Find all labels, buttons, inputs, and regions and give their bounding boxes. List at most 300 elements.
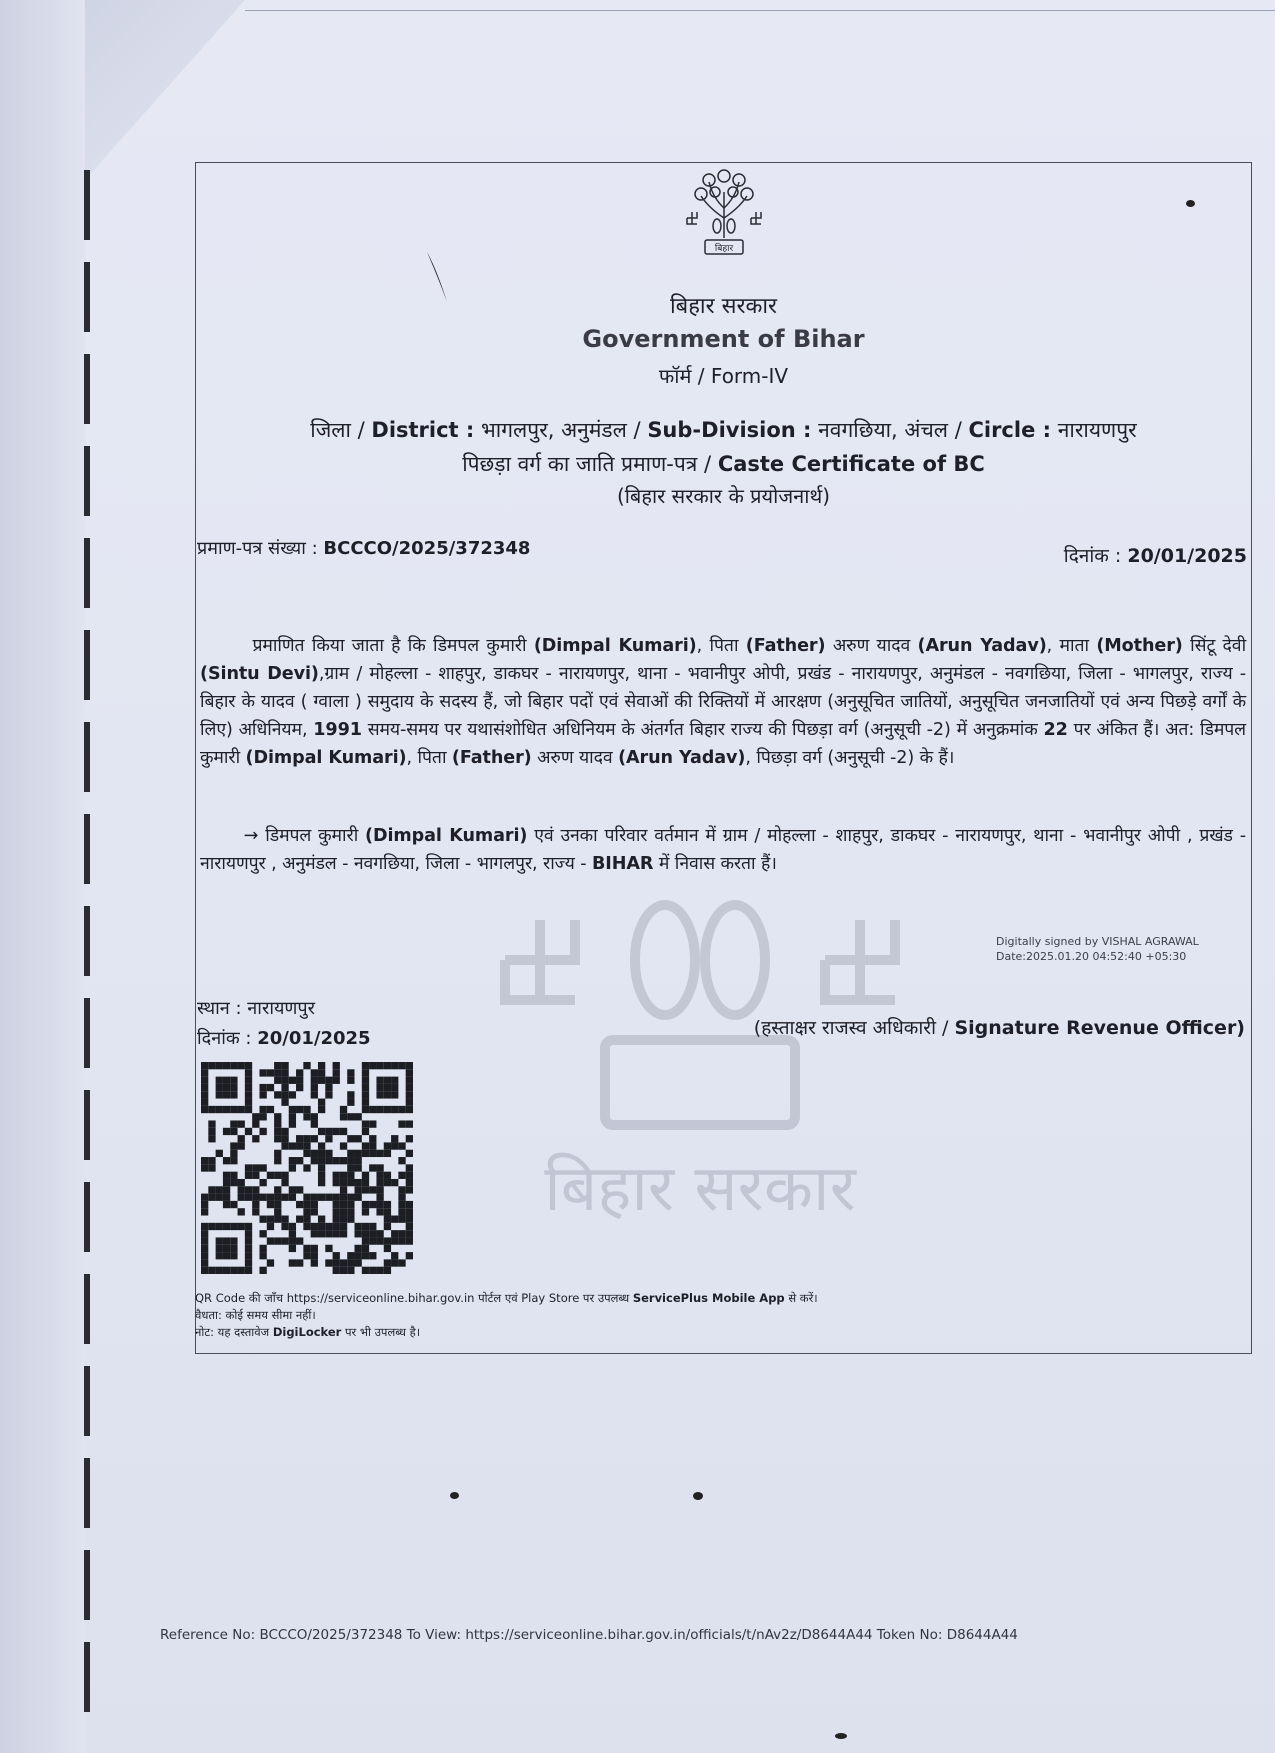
qr-module bbox=[245, 1230, 252, 1237]
qr-module bbox=[333, 1062, 340, 1069]
qr-module bbox=[223, 1179, 230, 1186]
qr-module bbox=[245, 1084, 252, 1091]
qr-module bbox=[333, 1128, 340, 1135]
qr-module bbox=[201, 1084, 208, 1091]
certificate-title-english: Caste Certificate of BC bbox=[717, 452, 985, 476]
state-name-hindi: बिहार सरकार bbox=[669, 294, 778, 319]
qr-module bbox=[289, 1106, 296, 1113]
qr-module bbox=[362, 1142, 369, 1149]
qr-module bbox=[201, 1157, 208, 1164]
qr-module bbox=[406, 1077, 413, 1084]
qr-module bbox=[340, 1157, 347, 1164]
qr-module bbox=[398, 1186, 405, 1193]
qr-module bbox=[318, 1230, 325, 1237]
qr-module bbox=[267, 1084, 274, 1091]
qr-module bbox=[384, 1091, 391, 1098]
qr-module bbox=[223, 1252, 230, 1259]
qr-module bbox=[289, 1223, 296, 1230]
qr-module bbox=[216, 1106, 223, 1113]
qr-module bbox=[311, 1150, 318, 1157]
signature-label-english: Signature Revenue Officer) bbox=[954, 1017, 1245, 1039]
qr-module bbox=[274, 1237, 281, 1244]
qr-module bbox=[281, 1084, 288, 1091]
qr-module bbox=[362, 1223, 369, 1230]
qr-module bbox=[347, 1091, 354, 1098]
qr-module bbox=[223, 1157, 230, 1164]
qr-module bbox=[340, 1194, 347, 1201]
qr-module bbox=[369, 1120, 376, 1127]
qr-module bbox=[406, 1150, 413, 1157]
qr-module bbox=[281, 1179, 288, 1186]
qr-module bbox=[289, 1245, 296, 1252]
qr-module bbox=[333, 1216, 340, 1223]
qr-module bbox=[384, 1223, 391, 1230]
qr-module bbox=[245, 1091, 252, 1098]
qr-module bbox=[362, 1245, 369, 1252]
body-text: समय-समय पर यथासंशोधित अधिनियम के अंतर्गत बिहार राज्य की पिछड़ा वर्ग (अनुसूची -2) में अनुक्रमांक bbox=[367, 720, 1038, 740]
mother-label: (Mother) bbox=[1096, 636, 1183, 656]
qr-module bbox=[303, 1150, 310, 1157]
qr-module bbox=[311, 1245, 318, 1252]
qr-module bbox=[296, 1259, 303, 1266]
qr-module bbox=[223, 1237, 230, 1244]
qr-module bbox=[245, 1172, 252, 1179]
page-fold-corner bbox=[85, 0, 245, 180]
qr-module bbox=[230, 1172, 237, 1179]
qr-module bbox=[325, 1091, 332, 1098]
qr-module bbox=[259, 1113, 266, 1120]
qr-module bbox=[311, 1194, 318, 1201]
qr-module bbox=[347, 1208, 354, 1215]
district-value: भागलपुर, अनुमंडल / bbox=[481, 418, 641, 442]
qr-module bbox=[311, 1084, 318, 1091]
qr-module bbox=[362, 1106, 369, 1113]
qr-module bbox=[325, 1259, 332, 1266]
qr-module bbox=[369, 1106, 376, 1113]
qr-module bbox=[362, 1077, 369, 1084]
qr-module bbox=[259, 1084, 266, 1091]
qr-module bbox=[376, 1164, 383, 1171]
qr-module bbox=[208, 1120, 215, 1127]
qr-module bbox=[333, 1172, 340, 1179]
qr-module bbox=[216, 1062, 223, 1069]
qr-module bbox=[267, 1223, 274, 1230]
qr-module bbox=[347, 1069, 354, 1076]
note-text: से करें। bbox=[788, 1291, 818, 1305]
qr-module bbox=[406, 1201, 413, 1208]
qr-module bbox=[303, 1201, 310, 1208]
qr-module bbox=[311, 1157, 318, 1164]
qr-module bbox=[406, 1237, 413, 1244]
pen-mark bbox=[425, 250, 451, 306]
qr-module bbox=[281, 1099, 288, 1106]
qr-module bbox=[406, 1099, 413, 1106]
qr-module bbox=[391, 1259, 398, 1266]
qr-module bbox=[230, 1120, 237, 1127]
circle-label: Circle : bbox=[968, 418, 1052, 442]
state-value: BIHAR bbox=[591, 854, 654, 874]
qr-module bbox=[325, 1245, 332, 1252]
qr-module bbox=[230, 1106, 237, 1113]
qr-module bbox=[325, 1223, 332, 1230]
qr-module bbox=[223, 1084, 230, 1091]
qr-module bbox=[230, 1245, 237, 1252]
qr-module bbox=[267, 1172, 274, 1179]
qr-module bbox=[347, 1194, 354, 1201]
qr-module bbox=[259, 1252, 266, 1259]
qr-module bbox=[347, 1157, 354, 1164]
qr-module bbox=[238, 1135, 245, 1142]
qr-module bbox=[406, 1223, 413, 1230]
qr-module bbox=[245, 1077, 252, 1084]
form-number: फॉर्म / Form-IV bbox=[658, 364, 789, 388]
qr-module bbox=[303, 1223, 310, 1230]
qr-module bbox=[318, 1216, 325, 1223]
qr-module bbox=[355, 1230, 362, 1237]
qr-module bbox=[208, 1135, 215, 1142]
qr-module bbox=[274, 1157, 281, 1164]
qr-module bbox=[384, 1245, 391, 1252]
qr-module bbox=[325, 1077, 332, 1084]
serial-number: 22 bbox=[1043, 720, 1068, 740]
qr-module bbox=[216, 1084, 223, 1091]
qr-module bbox=[259, 1106, 266, 1113]
qr-module bbox=[201, 1230, 208, 1237]
qr-module bbox=[362, 1267, 369, 1274]
qr-module bbox=[303, 1062, 310, 1069]
qr-module bbox=[325, 1084, 332, 1091]
qr-module bbox=[398, 1172, 405, 1179]
qr-module bbox=[289, 1120, 296, 1127]
body-text: , माता bbox=[1046, 636, 1089, 656]
qr-module bbox=[384, 1172, 391, 1179]
qr-module bbox=[362, 1208, 369, 1215]
qr-module bbox=[274, 1120, 281, 1127]
qr-module bbox=[303, 1135, 310, 1142]
qr-module bbox=[406, 1069, 413, 1076]
qr-module bbox=[267, 1237, 274, 1244]
qr-module bbox=[355, 1259, 362, 1266]
body-text: सिंटू देवी bbox=[1190, 636, 1247, 656]
qr-module bbox=[289, 1259, 296, 1266]
qr-module bbox=[245, 1223, 252, 1230]
validity-note: वैधता: कोई समय सीमा नहीं। bbox=[195, 1308, 316, 1322]
bihar-emblem-icon bbox=[679, 168, 769, 260]
qr-module bbox=[311, 1077, 318, 1084]
qr-module bbox=[406, 1216, 413, 1223]
qr-module bbox=[347, 1259, 354, 1266]
qr-module bbox=[252, 1186, 259, 1193]
qr-module bbox=[281, 1091, 288, 1098]
qr-module bbox=[318, 1142, 325, 1149]
qr-module bbox=[281, 1135, 288, 1142]
qr-module bbox=[369, 1237, 376, 1244]
qr-module bbox=[281, 1172, 288, 1179]
qr-module bbox=[355, 1135, 362, 1142]
subdivision-value: नवगछिया, अंचल / bbox=[818, 418, 962, 442]
place-and-date bbox=[197, 994, 371, 1054]
qr-module bbox=[216, 1150, 223, 1157]
qr-module bbox=[318, 1062, 325, 1069]
qr-module bbox=[340, 1259, 347, 1266]
qr-module bbox=[245, 1237, 252, 1244]
qr-module bbox=[347, 1099, 354, 1106]
qr-module bbox=[201, 1077, 208, 1084]
qr-module bbox=[376, 1186, 383, 1193]
qr-module bbox=[369, 1201, 376, 1208]
qr-module bbox=[406, 1135, 413, 1142]
qr-module bbox=[267, 1259, 274, 1266]
qr-module bbox=[230, 1091, 237, 1098]
qr-module bbox=[311, 1091, 318, 1098]
qr-module bbox=[259, 1245, 266, 1252]
qr-module bbox=[398, 1062, 405, 1069]
qr-module bbox=[296, 1142, 303, 1149]
qr-module bbox=[238, 1142, 245, 1149]
qr-module bbox=[274, 1091, 281, 1098]
qr-module bbox=[201, 1245, 208, 1252]
qr-module bbox=[347, 1201, 354, 1208]
qr-module bbox=[340, 1208, 347, 1215]
qr-module bbox=[216, 1077, 223, 1084]
qr-module bbox=[384, 1077, 391, 1084]
qr-module bbox=[223, 1223, 230, 1230]
qr-module bbox=[318, 1077, 325, 1084]
qr-module bbox=[318, 1164, 325, 1171]
scan-speck bbox=[835, 1733, 847, 1739]
qr-module bbox=[201, 1237, 208, 1244]
qr-module bbox=[252, 1201, 259, 1208]
qr-module bbox=[340, 1106, 347, 1113]
qr-module bbox=[398, 1142, 405, 1149]
qr-module bbox=[303, 1252, 310, 1259]
qr-module bbox=[333, 1252, 340, 1259]
qr-module bbox=[303, 1208, 310, 1215]
qr-module bbox=[362, 1069, 369, 1076]
qr-module bbox=[223, 1128, 230, 1135]
qr-module bbox=[311, 1135, 318, 1142]
qr-module bbox=[281, 1069, 288, 1076]
qr-module bbox=[289, 1230, 296, 1237]
qr-module bbox=[376, 1062, 383, 1069]
qr-module bbox=[281, 1077, 288, 1084]
qr-module bbox=[296, 1135, 303, 1142]
qr-module bbox=[289, 1164, 296, 1171]
qr-module bbox=[391, 1237, 398, 1244]
qr-module bbox=[230, 1237, 237, 1244]
qr-module bbox=[238, 1194, 245, 1201]
qr-module bbox=[223, 1245, 230, 1252]
qr-module bbox=[245, 1069, 252, 1076]
qr-module bbox=[362, 1179, 369, 1186]
qr-module bbox=[318, 1106, 325, 1113]
qr-module bbox=[223, 1077, 230, 1084]
qr-module bbox=[289, 1142, 296, 1149]
qr-module bbox=[223, 1186, 230, 1193]
qr-module bbox=[362, 1237, 369, 1244]
qr-module bbox=[208, 1062, 215, 1069]
act-year: 1991 bbox=[313, 720, 362, 740]
qr-module bbox=[201, 1106, 208, 1113]
qr-module bbox=[311, 1113, 318, 1120]
qr-module bbox=[325, 1157, 332, 1164]
qr-module bbox=[201, 1252, 208, 1259]
footer-date-value: 20/01/2025 bbox=[257, 1028, 371, 1049]
qr-module bbox=[362, 1230, 369, 1237]
qr-module bbox=[376, 1084, 383, 1091]
qr-module bbox=[303, 1142, 310, 1149]
qr-code-icon bbox=[201, 1062, 413, 1274]
issue-date bbox=[1064, 542, 1247, 568]
qr-module bbox=[274, 1201, 281, 1208]
qr-module bbox=[259, 1194, 266, 1201]
qr-module bbox=[281, 1194, 288, 1201]
qr-module bbox=[318, 1172, 325, 1179]
qr-module bbox=[406, 1084, 413, 1091]
qr-module bbox=[289, 1157, 296, 1164]
district-label: District : bbox=[371, 418, 475, 442]
qr-module bbox=[391, 1230, 398, 1237]
qr-module bbox=[340, 1201, 347, 1208]
qr-module bbox=[398, 1194, 405, 1201]
certificate-number-label: प्रमाण-पत्र संख्या : bbox=[197, 538, 318, 559]
qr-module bbox=[259, 1179, 266, 1186]
district-label-hi: जिला / bbox=[310, 418, 365, 442]
qr-module bbox=[274, 1062, 281, 1069]
qr-module bbox=[384, 1259, 391, 1266]
qr-module bbox=[274, 1208, 281, 1215]
qr-module bbox=[318, 1099, 325, 1106]
qr-module bbox=[406, 1091, 413, 1098]
qr-module bbox=[281, 1142, 288, 1149]
qr-module bbox=[362, 1252, 369, 1259]
qr-module bbox=[281, 1216, 288, 1223]
qr-module bbox=[289, 1194, 296, 1201]
qr-module bbox=[216, 1186, 223, 1193]
qr-module bbox=[376, 1208, 383, 1215]
qr-module bbox=[201, 1164, 208, 1171]
qr-module bbox=[311, 1069, 318, 1076]
qr-module bbox=[347, 1150, 354, 1157]
issue-date-label: दिनांक : bbox=[1063, 545, 1122, 567]
qr-module bbox=[230, 1062, 237, 1069]
qr-module bbox=[355, 1157, 362, 1164]
body-text: ,ग्राम / मोहल्ला - शाहपुर, डाकघर - नारायणपुर, थाना - भवानीपुर ओपी, प्रखंड - नारायणपुर, अनुमंडल - नवगछिया, जिला - भागलपुर, राज्य - बिहार के यादव ( ग्वाला ) समुदाय के सदस्य हैं, जो बिहार पदों एवं सेवाओं की रिक्तियों में आरक्षण (अनुसूचित जातियों, अनुसूचित जनजातियों एवं अन्य पिछड़े वर्गों के लिए) अधिनियम, bbox=[200, 664, 1246, 740]
qr-module bbox=[245, 1099, 252, 1106]
qr-module bbox=[347, 1135, 354, 1142]
qr-module bbox=[238, 1106, 245, 1113]
qr-module bbox=[296, 1106, 303, 1113]
qr-module bbox=[325, 1128, 332, 1135]
body-text: में निवास करता हैं। bbox=[658, 854, 777, 874]
circle-value: नारायणपुर bbox=[1057, 418, 1137, 442]
qr-module bbox=[376, 1201, 383, 1208]
qr-module bbox=[333, 1194, 340, 1201]
qr-module bbox=[267, 1201, 274, 1208]
qr-module bbox=[208, 1223, 215, 1230]
reference-line: Reference No: BCCCO/2025/372348 To View: https://serviceonline.bihar.gov.in/officials/t/nAv2z/D8644A44 Token No: D8644A44 bbox=[160, 1627, 1018, 1643]
scan-speck bbox=[450, 1492, 459, 1499]
qr-module bbox=[252, 1113, 259, 1120]
qr-module bbox=[274, 1216, 281, 1223]
subdivision-label: Sub-Division : bbox=[647, 418, 812, 442]
qr-module bbox=[223, 1106, 230, 1113]
qr-module bbox=[274, 1135, 281, 1142]
qr-module bbox=[296, 1077, 303, 1084]
qr-module bbox=[369, 1267, 376, 1274]
qr-module bbox=[245, 1267, 252, 1274]
qr-module bbox=[391, 1077, 398, 1084]
qr-module bbox=[355, 1252, 362, 1259]
qr-module bbox=[391, 1135, 398, 1142]
qr-module bbox=[318, 1069, 325, 1076]
qr-module bbox=[369, 1252, 376, 1259]
qr-module bbox=[245, 1194, 252, 1201]
qr-module bbox=[274, 1194, 281, 1201]
qr-module bbox=[362, 1084, 369, 1091]
qr-module bbox=[355, 1223, 362, 1230]
qr-module bbox=[391, 1062, 398, 1069]
qr-module bbox=[384, 1267, 391, 1274]
scan-speck bbox=[693, 1492, 703, 1500]
watermark-emblem-icon bbox=[495, 890, 905, 1240]
qr-module bbox=[311, 1223, 318, 1230]
qr-module bbox=[216, 1267, 223, 1274]
qr-module bbox=[289, 1077, 296, 1084]
qr-module bbox=[355, 1186, 362, 1193]
qr-module bbox=[340, 1267, 347, 1274]
qr-module bbox=[384, 1062, 391, 1069]
qr-module bbox=[340, 1179, 347, 1186]
qr-module bbox=[406, 1179, 413, 1186]
qr-module bbox=[230, 1084, 237, 1091]
qr-module bbox=[362, 1186, 369, 1193]
qr-module bbox=[208, 1106, 215, 1113]
qr-module bbox=[296, 1084, 303, 1091]
qr-module bbox=[340, 1172, 347, 1179]
qr-module bbox=[259, 1069, 266, 1076]
body-text: , पिता bbox=[406, 748, 447, 768]
applicant-name: (Dimpal Kumari) bbox=[533, 636, 697, 656]
qr-module bbox=[384, 1216, 391, 1223]
qr-module bbox=[252, 1135, 259, 1142]
qr-module bbox=[406, 1062, 413, 1069]
qr-module bbox=[201, 1223, 208, 1230]
certificate-title bbox=[195, 450, 1252, 478]
body-text: डिमपल कुमारी bbox=[265, 826, 359, 846]
qr-module bbox=[274, 1113, 281, 1120]
issue-date-value: 20/01/2025 bbox=[1127, 545, 1247, 567]
scan-speck bbox=[1186, 200, 1195, 207]
qr-module bbox=[252, 1164, 259, 1171]
qr-module bbox=[311, 1252, 318, 1259]
father-label: (Father) bbox=[451, 748, 532, 768]
qr-note bbox=[195, 1290, 818, 1307]
qr-module bbox=[238, 1223, 245, 1230]
qr-module bbox=[208, 1157, 215, 1164]
qr-module bbox=[347, 1179, 354, 1186]
qr-module bbox=[223, 1267, 230, 1274]
qr-module bbox=[208, 1267, 215, 1274]
qr-module bbox=[362, 1091, 369, 1098]
qr-module bbox=[347, 1172, 354, 1179]
body-text: प्रमाणित किया जाता है कि डिमपल कुमारी bbox=[252, 636, 527, 656]
qr-module bbox=[355, 1179, 362, 1186]
qr-module bbox=[369, 1135, 376, 1142]
note-text: नोट: यह दस्तावेज bbox=[195, 1325, 270, 1339]
qr-module bbox=[216, 1223, 223, 1230]
qr-module bbox=[347, 1252, 354, 1259]
